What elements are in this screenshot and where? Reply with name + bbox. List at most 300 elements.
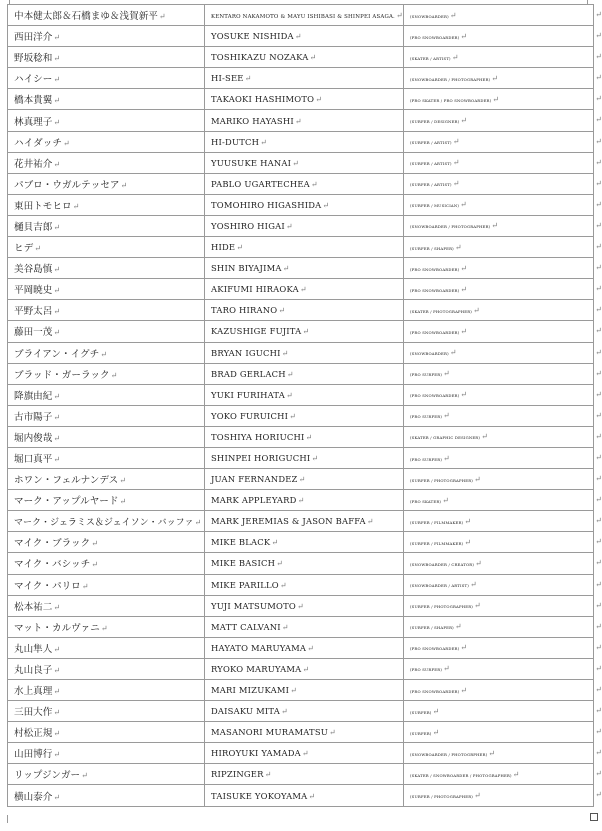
role-text: (SNOWBOARDER) (410, 351, 449, 357)
role-text: (SNOWBOARDER / PHOTOGRAPHER) (410, 76, 491, 82)
japanese-name-text: 松本祐二 (14, 601, 53, 613)
row-end-mark-icon: ↵ (595, 516, 602, 526)
paragraph-mark-icon: ↵ (81, 771, 88, 781)
romanized-name-cell[interactable] (205, 68, 404, 89)
row-end-mark-icon: ↵ (595, 263, 602, 273)
role-cell[interactable] (404, 321, 602, 342)
romanized-name-text: DAISAKU MITA (211, 706, 280, 717)
japanese-name-cell[interactable] (8, 764, 205, 785)
romanized-name-cell[interactable] (205, 553, 404, 574)
role-text: (PRO SNOWBOARDER) (410, 34, 460, 40)
romanized-name-cell[interactable] (205, 26, 404, 47)
romanized-name-cell[interactable] (205, 321, 404, 342)
role-text: (SURFER / PHOTOGRAPHER) (410, 477, 473, 483)
table-row (8, 237, 594, 258)
romanized-name-cell[interactable] (205, 110, 404, 131)
role-cell[interactable] (404, 194, 602, 215)
role-cell[interactable] (404, 215, 602, 236)
paragraph-mark-icon: ↵ (294, 116, 302, 126)
japanese-name-cell[interactable] (8, 152, 205, 173)
paragraph-mark-icon: ↵ (53, 307, 61, 317)
role-cell[interactable] (404, 173, 602, 194)
japanese-name-cell[interactable] (8, 342, 205, 363)
paragraph-mark-icon: ↵ (281, 622, 289, 632)
paragraph-mark-icon: ↵ (315, 95, 323, 105)
paragraph-mark-icon: ↵ (311, 454, 319, 464)
role-cell[interactable] (404, 300, 602, 321)
role-text: (SURFER / FILMMAKER) (410, 519, 464, 525)
japanese-name-text: ブライアン・イグチ (14, 348, 100, 360)
romanized-name-cell[interactable] (205, 785, 404, 806)
romanized-name-cell[interactable] (205, 701, 404, 722)
romanized-name-cell[interactable] (205, 426, 404, 447)
romanized-name-cell[interactable] (205, 131, 404, 152)
role-cell[interactable] (404, 258, 602, 279)
paragraph-mark-icon: ↵ (53, 687, 61, 697)
paragraph-mark-icon: ↵ (119, 476, 126, 486)
roster-table-body (8, 5, 602, 807)
romanized-name-text: TOMOHIRO HIGASHIDA (211, 199, 322, 210)
role-cell[interactable] (404, 469, 602, 490)
table-row (8, 26, 594, 47)
romanized-name-text: TOSHIKAZU NOZAKA (211, 52, 309, 63)
role-cell[interactable] (404, 5, 602, 26)
japanese-name-cell[interactable] (8, 237, 205, 258)
role-text: (SURFER / MUSICIAN) (410, 203, 460, 209)
role-cell[interactable] (404, 131, 602, 152)
paragraph-mark-icon: ↵ (512, 769, 520, 779)
table-row (8, 47, 594, 68)
paragraph-mark-icon: ↵ (460, 200, 467, 210)
japanese-name-cell[interactable] (8, 363, 205, 384)
japanese-name-cell[interactable] (8, 47, 205, 68)
paragraph-mark-icon: ↵ (443, 664, 450, 674)
romanized-name-cell[interactable] (205, 300, 404, 321)
paragraph-mark-icon: ↵ (158, 12, 166, 22)
japanese-name-cell[interactable] (8, 5, 205, 26)
paragraph-mark-icon: ↵ (443, 411, 450, 421)
paragraph-mark-icon: ↵ (464, 516, 472, 526)
paragraph-mark-icon: ↵ (464, 537, 472, 547)
role-cell[interactable] (404, 658, 602, 679)
japanese-name-cell[interactable] (8, 384, 205, 405)
romanized-name-text: KENTARO NAKAMOTO & MAYU ISHIBASI & SHINPEI ASAGA. (211, 13, 395, 20)
japanese-name-cell[interactable] (8, 637, 205, 658)
paragraph-mark-icon: ↵ (290, 686, 298, 696)
role-text: (SURFER / PHOTOGRAPHER) (410, 794, 473, 800)
romanized-name-text: HIROYUKI YAMADA (211, 748, 301, 759)
romanized-name-cell[interactable] (205, 764, 404, 785)
role-cell[interactable] (404, 553, 602, 574)
paragraph-mark-icon: ↵ (279, 580, 287, 590)
paragraph-mark-icon: ↵ (432, 727, 440, 737)
paragraph-mark-icon: ↵ (53, 455, 61, 465)
row-end-mark-icon: ↵ (595, 621, 602, 631)
paragraph-mark-icon: ↵ (451, 52, 459, 62)
row-end-mark-icon: ↵ (595, 706, 602, 716)
romanized-name-text: TAKAOKI HASHIMOTO (211, 94, 315, 105)
paragraph-mark-icon: ↵ (460, 31, 468, 41)
romanized-name-text: YUUSUKE HANAI (211, 157, 292, 168)
japanese-name-cell[interactable] (8, 490, 205, 511)
row-end-mark-icon: ↵ (595, 431, 602, 441)
role-cell[interactable] (404, 26, 602, 47)
table-row (8, 722, 594, 743)
romanized-name-cell[interactable] (205, 279, 404, 300)
paragraph-mark-icon: ↵ (442, 495, 449, 505)
japanese-name-text: 古市陽子 (14, 411, 53, 423)
romanized-name-text: SHIN BIYAJIMA (211, 263, 282, 274)
row-end-mark-icon: ↵ (595, 685, 602, 694)
role-text: (PRO SNOWBOARDER) (410, 329, 460, 335)
japanese-name-cell[interactable] (8, 553, 205, 574)
role-cell[interactable] (404, 595, 602, 616)
table-row (8, 405, 594, 426)
row-end-mark-icon: ↵ (595, 790, 602, 800)
japanese-name-text: 丸山隼人 (14, 643, 53, 655)
japanese-name-cell[interactable] (8, 173, 205, 194)
japanese-name-text: マイク・バシッチ (14, 559, 91, 571)
row-end-mark-icon: ↵ (595, 600, 602, 610)
paragraph-mark-icon: ↵ (264, 770, 272, 780)
japanese-name-text: 西田洋介 (14, 32, 53, 44)
row-end-mark-icon: ↵ (595, 242, 602, 252)
table-row (8, 743, 594, 764)
paragraph-mark-icon: ↵ (299, 285, 307, 295)
romanized-name-text: BRAD GERLACH (211, 368, 286, 379)
table-row (8, 5, 594, 26)
romanized-name-cell[interactable] (205, 658, 404, 679)
role-cell[interactable] (404, 616, 602, 637)
row-end-mark-icon: ↵ (595, 52, 602, 62)
japanese-name-cell[interactable] (8, 447, 205, 468)
paragraph-mark-icon: ↵ (53, 665, 61, 675)
role-text: (SURFER) (410, 709, 432, 715)
row-end-mark-icon: ↵ (595, 115, 602, 125)
romanized-name-cell[interactable] (205, 194, 404, 215)
table-row (8, 342, 594, 363)
paragraph-mark-icon: ↵ (53, 54, 61, 64)
japanese-name-text: 東田トモヒロ (14, 200, 72, 212)
romanized-name-cell[interactable] (205, 511, 404, 532)
romanized-name-cell[interactable] (205, 722, 404, 743)
paragraph-mark-icon: ↵ (452, 158, 460, 168)
japanese-name-text: 藤田一茂 (14, 327, 53, 339)
paragraph-mark-icon: ↵ (91, 560, 98, 570)
role-cell[interactable] (404, 785, 602, 806)
romanized-name-cell[interactable] (205, 532, 404, 553)
romanized-name-text: KAZUSHIGE FUJITA (211, 326, 302, 337)
paragraph-mark-icon: ↵ (120, 180, 128, 190)
romanized-name-cell[interactable] (205, 680, 404, 701)
role-text: (SURFER / ARTIST) (410, 140, 452, 146)
paragraph-mark-icon: ↵ (53, 412, 61, 422)
paragraph-mark-icon: ↵ (310, 179, 318, 189)
paragraph-mark-icon: ↵ (72, 201, 80, 211)
role-text: (PRO SNOWBOARDER) (410, 287, 460, 293)
paragraph-mark-icon: ↵ (53, 644, 61, 654)
romanized-name-text: YUJI MATSUMOTO (211, 600, 296, 611)
roster-table (7, 4, 602, 807)
japanese-name-text: 平岡暁史 (14, 285, 53, 297)
romanized-name-cell[interactable] (205, 89, 404, 110)
row-end-mark-icon: ↵ (595, 178, 602, 188)
table-row (8, 469, 594, 490)
role-cell[interactable] (404, 680, 602, 701)
romanized-name-text: MARIKO HAYASHI (211, 115, 294, 126)
role-text: (SNOWBOARDER / ARTIST) (410, 583, 469, 589)
role-text: (SKATER / PHOTOGRAPHER) (410, 308, 472, 314)
japanese-name-text: 三田大作 (14, 707, 53, 719)
table-row (8, 595, 594, 616)
table-row (8, 785, 594, 806)
japanese-name-text: ブラッド・ガーラック (14, 369, 110, 381)
paragraph-mark-icon: ↵ (297, 496, 305, 506)
role-text: (PRO SURFER) (410, 667, 443, 673)
romanized-name-cell[interactable] (205, 469, 404, 490)
japanese-name-text: 降旗由紀 (14, 390, 53, 402)
table-row (8, 279, 594, 300)
romanized-name-cell[interactable] (205, 384, 404, 405)
paragraph-mark-icon: ↵ (460, 326, 468, 336)
romanized-name-text: HAYATO MARUYAMA (211, 642, 307, 653)
row-end-mark-icon: ↵ (595, 199, 602, 209)
paragraph-mark-icon: ↵ (100, 349, 107, 359)
role-cell[interactable] (404, 68, 602, 89)
japanese-name-cell[interactable] (8, 743, 205, 764)
role-cell[interactable] (404, 490, 602, 511)
role-cell[interactable] (404, 426, 602, 447)
japanese-name-cell[interactable] (8, 89, 205, 110)
romanized-name-cell[interactable] (205, 743, 404, 764)
paragraph-mark-icon: ↵ (469, 580, 477, 590)
paragraph-mark-icon: ↵ (460, 643, 468, 653)
paragraph-mark-icon: ↵ (460, 284, 468, 294)
role-cell[interactable] (404, 511, 602, 532)
romanized-name-cell[interactable] (205, 595, 404, 616)
row-end-mark-icon: ↵ (595, 579, 602, 589)
romanized-name-cell[interactable] (205, 447, 404, 468)
paragraph-mark-icon: ↵ (286, 369, 294, 379)
paragraph-mark-icon: ↵ (53, 602, 61, 612)
romanized-name-text: MATT CALVANI (211, 621, 281, 632)
role-cell[interactable] (404, 110, 602, 131)
romanized-name-cell[interactable] (205, 363, 404, 384)
role-cell[interactable] (404, 237, 602, 258)
japanese-name-cell[interactable] (8, 300, 205, 321)
table-row (8, 131, 594, 152)
paragraph-mark-icon: ↵ (302, 664, 310, 674)
romanized-name-cell[interactable] (205, 5, 404, 26)
paragraph-mark-icon: ↵ (488, 748, 496, 758)
japanese-name-text: マイク・ブラック (14, 538, 91, 550)
romanized-name-cell[interactable] (205, 47, 404, 68)
japanese-name-cell[interactable] (8, 595, 205, 616)
role-text: (PRO SKATER / PRO SNOWBOARDER) (410, 97, 492, 103)
role-cell[interactable] (404, 722, 602, 743)
paragraph-mark-icon: ↵ (53, 328, 61, 338)
paragraph-mark-icon: ↵ (276, 559, 283, 569)
japanese-name-cell[interactable] (8, 701, 205, 722)
japanese-name-text: 丸山良子 (14, 664, 53, 676)
row-end-mark-icon: ↵ (595, 326, 602, 336)
paragraph-mark-icon: ↵ (91, 539, 98, 549)
table-row (8, 384, 594, 405)
paragraph-mark-icon: ↵ (460, 263, 468, 273)
row-end-mark-icon: ↵ (595, 347, 602, 357)
japanese-name-cell[interactable] (8, 110, 205, 131)
japanese-name-cell[interactable] (8, 405, 205, 426)
japanese-name-text: マット・カルヴァニ (14, 622, 100, 634)
role-text: (PRO SNOWBOARDER) (410, 393, 460, 399)
role-cell[interactable] (404, 701, 602, 722)
table-row (8, 574, 594, 595)
role-cell[interactable] (404, 363, 602, 384)
paragraph-mark-icon: ↵ (53, 159, 61, 169)
japanese-name-cell[interactable] (8, 258, 205, 279)
role-cell[interactable] (404, 152, 602, 173)
paragraph-mark-icon: ↵ (53, 391, 61, 401)
paragraph-mark-icon: ↵ (443, 453, 450, 463)
japanese-name-text: 横山泰介 (14, 791, 53, 803)
japanese-name-cell[interactable] (8, 68, 205, 89)
role-text: (SURFER / SHAPER) (410, 625, 454, 631)
paragraph-mark-icon: ↵ (236, 243, 244, 253)
romanized-name-cell[interactable] (205, 637, 404, 658)
romanized-name-text: JUAN FERNANDEZ (211, 474, 298, 485)
role-cell[interactable] (404, 384, 602, 405)
table-row (8, 110, 594, 131)
role-text: (SURFER / SHAPER) (410, 245, 454, 251)
romanized-name-cell[interactable] (205, 152, 404, 173)
paragraph-mark-icon: ↵ (454, 622, 462, 632)
paragraph-mark-icon: ↵ (53, 708, 61, 718)
romanized-name-text: MARK APPLEYARD (211, 495, 297, 506)
table-resize-handle[interactable] (590, 813, 598, 821)
role-cell[interactable] (404, 342, 602, 363)
role-text: (PRO SNOWBOARDER) (410, 646, 460, 652)
romanized-name-cell[interactable] (205, 574, 404, 595)
japanese-name-cell[interactable] (8, 532, 205, 553)
paragraph-mark-icon: ↵ (53, 75, 61, 85)
role-text: (SNOWBOARDER / PHOTOGRAPHER) (410, 224, 491, 230)
role-cell[interactable] (404, 279, 602, 300)
row-end-mark-icon: ↵ (595, 157, 602, 167)
romanized-name-cell[interactable] (205, 258, 404, 279)
japanese-name-cell[interactable] (8, 279, 205, 300)
paragraph-mark-icon: ↵ (53, 222, 61, 232)
paragraph-mark-icon: ↵ (271, 538, 279, 548)
row-end-mark-icon: ↵ (595, 452, 602, 462)
row-end-mark-icon: ↵ (595, 537, 602, 547)
japanese-name-cell[interactable] (8, 574, 205, 595)
role-text: (SURFER) (410, 730, 432, 736)
japanese-name-cell[interactable] (8, 616, 205, 637)
paragraph-mark-icon: ↵ (460, 390, 468, 400)
table-row (8, 321, 594, 342)
japanese-name-cell[interactable] (8, 26, 205, 47)
japanese-name-cell[interactable] (8, 215, 205, 236)
paragraph-mark-icon: ↵ (473, 601, 481, 611)
role-cell[interactable] (404, 764, 602, 785)
table-row (8, 616, 594, 637)
romanized-name-text: BRYAN IGUCHI (211, 347, 281, 358)
role-cell[interactable] (404, 89, 602, 110)
row-end-mark-icon: ↵ (595, 136, 602, 146)
romanized-name-cell[interactable] (205, 173, 404, 194)
paragraph-mark-icon: ↵ (285, 390, 293, 400)
role-cell[interactable] (404, 637, 602, 658)
role-cell[interactable] (404, 447, 602, 468)
romanized-name-text: HIDE (211, 242, 236, 253)
paragraph-mark-icon: ↵ (473, 305, 480, 315)
japanese-name-cell[interactable] (8, 426, 205, 447)
romanized-name-text: MARK JEREMIAS & JASON BAFFA (211, 516, 366, 527)
romanized-name-text: MARI MIZUKAMI (211, 685, 290, 696)
romanized-name-cell[interactable] (205, 405, 404, 426)
japanese-name-cell[interactable] (8, 194, 205, 215)
romanized-name-cell[interactable] (205, 342, 404, 363)
romanized-name-text: YOSUKE NISHIDA (211, 31, 294, 42)
paragraph-mark-icon: ↵ (53, 750, 61, 760)
japanese-name-cell[interactable] (8, 511, 205, 532)
paragraph-mark-icon: ↵ (460, 685, 468, 695)
paragraph-mark-icon: ↵ (473, 791, 481, 801)
table-row (8, 701, 594, 722)
row-end-mark-icon: ↵ (595, 495, 602, 505)
romanized-name-cell[interactable] (205, 616, 404, 637)
row-end-mark-icon: ↵ (595, 305, 602, 315)
japanese-name-cell[interactable] (8, 131, 205, 152)
japanese-name-cell[interactable] (8, 785, 205, 806)
table-row (8, 68, 594, 89)
japanese-name-cell[interactable] (8, 680, 205, 701)
japanese-name-cell[interactable] (8, 722, 205, 743)
japanese-name-text: パブロ・ウガルテッセア (14, 179, 120, 191)
table-row (8, 300, 594, 321)
romanized-name-cell[interactable] (205, 490, 404, 511)
paragraph-mark-icon: ↵ (475, 558, 482, 568)
japanese-name-cell[interactable] (8, 321, 205, 342)
role-text: (PRO SNOWBOARDER) (410, 688, 460, 694)
role-text: (SURFER / ARTIST) (410, 182, 452, 188)
paragraph-mark-icon: ↵ (308, 791, 316, 801)
table-row (8, 764, 594, 785)
japanese-name-cell[interactable] (8, 658, 205, 679)
japanese-name-text: 樋貝吉郎 (14, 221, 53, 233)
table-row (8, 680, 594, 701)
table-row (8, 215, 594, 236)
romanized-name-cell[interactable] (205, 215, 404, 236)
paragraph-mark-icon: ↵ (285, 221, 293, 231)
role-cell[interactable] (404, 532, 602, 553)
romanized-name-text: RYOKO MARUYAMA (211, 663, 302, 674)
romanized-name-cell[interactable] (205, 237, 404, 258)
role-text: (SKATER / ARTIST) (410, 55, 451, 61)
role-cell[interactable] (404, 574, 602, 595)
role-cell[interactable] (404, 47, 602, 68)
role-text: (SNOWBOARDER / PHOTOGRPHER) (410, 751, 488, 757)
table-row (8, 532, 594, 553)
paragraph-mark-icon: ↵ (53, 265, 61, 275)
role-cell[interactable] (404, 405, 602, 426)
table-row (8, 173, 594, 194)
japanese-name-text: ヒデ (14, 243, 34, 255)
paragraph-mark-icon: ↵ (278, 306, 286, 316)
role-cell[interactable] (404, 743, 602, 764)
row-end-mark-icon: ↵ (595, 663, 602, 673)
japanese-name-cell[interactable] (8, 469, 205, 490)
